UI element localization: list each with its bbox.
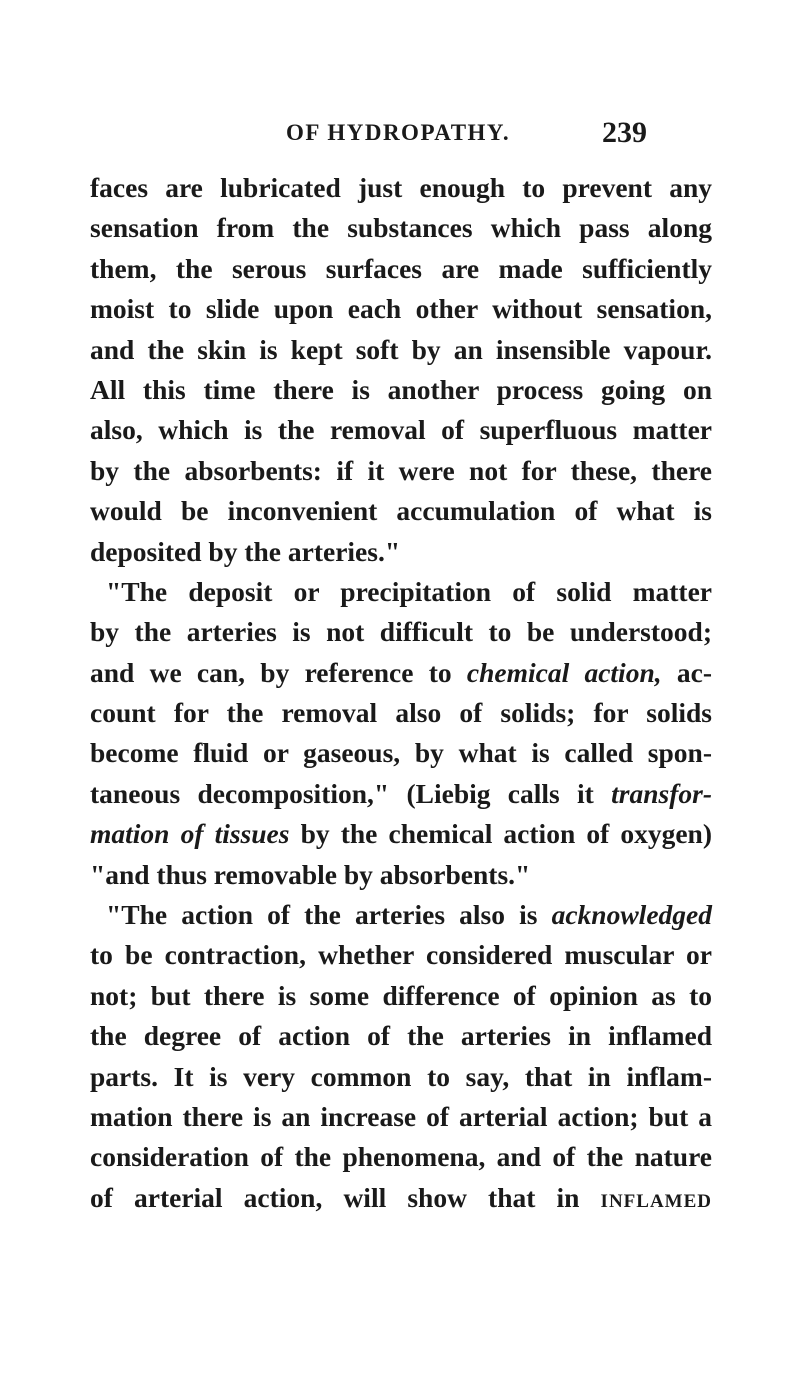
- text-line: mation of tissues by the chemical action of oxygen): [90, 818, 713, 850]
- italic-phrase: mation of tissues: [90, 818, 290, 850]
- text-line: by the arteries is not difficult to be understood;: [90, 616, 712, 648]
- text-line: taneous decomposition," (Liebig calls it transfor-: [90, 777, 712, 809]
- text-line: consideration of the phenomena, and of the nature: [90, 1141, 712, 1173]
- italic-phrase: transfor-: [611, 777, 712, 809]
- text-line: "and thus removable by absorbents.": [90, 858, 531, 890]
- text-line: would be inconvenient accumulation of what is: [90, 495, 712, 527]
- text-line: by the absorbents: if it were not for these, there: [90, 454, 712, 486]
- text-line: and we can, by reference to chemical action, ac-: [90, 656, 712, 688]
- text-line: and the skin is kept soft by an insensible vapour.: [90, 333, 712, 365]
- body-text: [90, 168, 712, 1218]
- small-caps-word: inflamed: [600, 1181, 712, 1213]
- running-head: [0, 116, 800, 156]
- text-line: of arterial action, will show that in inflamed: [90, 1181, 712, 1213]
- text-line: to be contraction, whether considered muscular or: [90, 939, 712, 971]
- text-line: All this time there is another process going on: [90, 373, 712, 405]
- text-line: not; but there is some difference of opinion as to: [90, 979, 712, 1011]
- text-line: the degree of action of the arteries in inflamed: [90, 1020, 712, 1052]
- page-number: 239: [602, 116, 647, 149]
- running-title: OF HYDROPATHY.: [286, 120, 511, 145]
- italic-phrase: acknowledged: [551, 899, 712, 931]
- italic-phrase: chemical action,: [466, 656, 662, 688]
- text-line: mation there is an increase of arterial action; but a: [90, 1100, 712, 1132]
- text-line: sensation from the substances which pass along: [90, 212, 712, 244]
- text-line: deposited by the arteries.": [90, 535, 401, 567]
- text-line: become fluid or gaseous, by what is called spon-: [90, 737, 712, 769]
- text-line: count for the removal also of solids; for solids: [90, 697, 712, 729]
- text-line: faces are lubricated just enough to prevent any: [90, 172, 712, 203]
- text-line: them, the serous surfaces are made sufficiently: [90, 252, 712, 284]
- text-line: "The deposit or precipitation of solid matter: [106, 575, 712, 607]
- text-line: "The action of the arteries also is acknowledged: [106, 899, 712, 931]
- text-line: also, which is the removal of superfluous matter: [90, 414, 712, 446]
- text-line: moist to slide upon each other without sensation,: [90, 293, 712, 325]
- text-line: parts. It is very common to say, that in inflam-: [90, 1060, 712, 1092]
